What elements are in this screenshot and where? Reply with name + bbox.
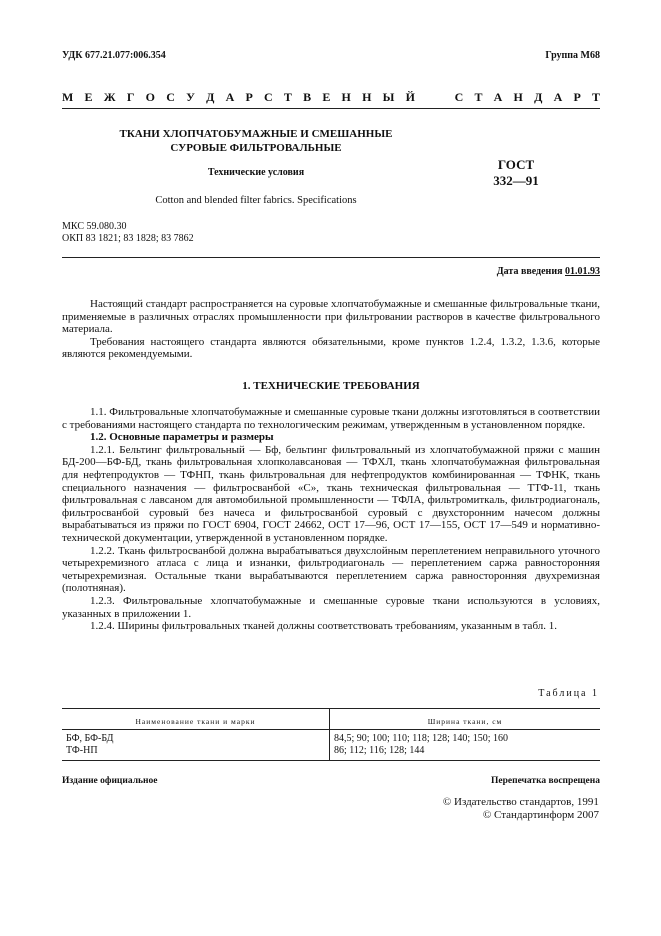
section-body [62, 406, 600, 633]
banner-letter: Т [591, 90, 600, 104]
banner-letter: Г [126, 90, 135, 104]
table-caption: Таблица 1 [538, 688, 599, 699]
table-header-width: Ширина ткани, см [427, 717, 503, 726]
banner-letter: Д [534, 90, 543, 104]
table-cell-widths: 86; 112; 116; 128; 144 [334, 745, 425, 756]
reprint-prohibited: Перепечатка воспрещена [490, 776, 600, 786]
document-subtitle: Технические условия [207, 167, 305, 178]
clause-1-1: 1.1. Фильтровальные хлопчатобумажные и смешанные суровые ткани должны изготовляться в соответствии с требованиями настоящего стандарта по технологическим режимам, утвержденным в установленном порядке. [62, 406, 600, 431]
banner-letter: Е [84, 90, 93, 104]
intro-paragraph: Требования настоящего стандарта являются обязательными, кроме пунктов 1.2.4, 1.3.2, 1.3.6, которые являются рекомендуемыми. [62, 335, 600, 361]
title-rule [62, 257, 600, 258]
banner-letter: Т [283, 90, 292, 104]
banner-letter: Ы [382, 90, 395, 104]
banner-letter: Н [362, 90, 372, 104]
table-cell-name: ТФ-НП [66, 745, 98, 756]
banner-letter: Р [573, 90, 581, 104]
date-label: Дата введения [496, 266, 565, 277]
banner-letter: О [145, 90, 156, 104]
banner-letter: Н [513, 90, 523, 104]
title-line-2: СУРОВЫЕ ФИЛЬТРОВАЛЬНЫЕ [170, 142, 342, 154]
banner-letter: Ж [103, 90, 116, 104]
gost-label: ГОСТ [497, 157, 535, 172]
banner-letter: С [166, 90, 175, 104]
intro-text [62, 298, 600, 361]
banner-letter: Н [341, 90, 351, 104]
clause-1-2-heading: 1.2. Основные параметры и размеры [90, 431, 274, 444]
group-code: Группа М68 [545, 50, 600, 61]
table-top-rule [62, 708, 600, 709]
table-column-widths [334, 733, 598, 757]
banner-letter: С [454, 90, 464, 104]
banner-letter: Е [322, 90, 331, 104]
clause-1-2-3: 1.2.3. Фильтровальные хлопчатобумажные и смешанные суровые ткани используются в условиях, указанных в приложении 1. [62, 594, 600, 620]
gost-number [466, 157, 566, 189]
banner-letter: А [225, 90, 235, 104]
official-edition: Издание официальное [62, 776, 158, 786]
copyright-line-1: © Издательство стандартов, 1991 [442, 796, 599, 808]
mks-code: МКС 59.080.30 [62, 221, 127, 232]
clause-1-2-1: 1.2.1. Бельтинг фильтровальный — Бф, бельтинг фильтровальный из хлопчатобумажной пряжи с машин БД-200—БФ-БД, ткань фильтровальная хлопколавсановая — ТФХЛ, ткань хлопчатобумажная фильтровальная для нефтепродуктов — ТФНП, ткань фильтровальная для нефтепродуктов комбинированная — ТФНК, ткань специального назначения — фильтросванбой «С», ткань техническая фильтровальная — ТТФ-11, ткань фильтровальная с лавсаном для автомобильной промышленности — ТФЛА, фильтромиткаль, фильтродиагональ, фильтросванбой суровый без начеса и фильтросванбой суровый с двухсторонним начесом должны вырабатываться из пряжи по ГОСТ 6904, ГОСТ 24662, ОСТ 17—96, ОСТ 17—155, ОСТ 17—549 и нормативно-технической документации, утвержденной в установленном порядке. [62, 443, 600, 544]
classification-codes [62, 221, 194, 245]
banner-letter: У [186, 90, 195, 104]
banner-letter: А [493, 90, 503, 104]
banner-letter [440, 90, 443, 105]
banner-letter: Р [245, 90, 253, 104]
banner-rule [62, 108, 600, 109]
date-value: 01.01.93 [565, 266, 600, 277]
banner-letter: М [62, 90, 74, 104]
banner-letter: Й [405, 90, 415, 104]
standard-banner [62, 90, 600, 105]
gost-code: 332—91 [493, 173, 539, 188]
banner-letter: С [264, 90, 273, 104]
table-cell-name: БФ, БФ-БД [66, 733, 114, 744]
english-title: Cotton and blended filter fabrics. Specifications [155, 195, 357, 206]
okp-code: ОКП 83 1821; 83 1828; 83 7862 [62, 233, 194, 244]
banner-letter: Д [206, 90, 215, 104]
table-header-name: Наименование ткани и марки [135, 717, 256, 726]
section-heading: 1. ТЕХНИЧЕСКИЕ ТРЕБОВАНИЯ [242, 380, 420, 392]
clause-1-2-4: 1.2.4. Ширины фильтровальных тканей должны соответствовать требованиям, указанным в табл. 1. [90, 620, 558, 633]
table-header-rule [62, 729, 600, 730]
banner-letter: В [303, 90, 312, 104]
clause-1-2-2: 1.2.2. Ткань фильтросванбой должна вырабатываться двухслойным переплетением неправильного уточного четырехремизного атласа с лица и изнанки, фильтродиагональ — переплетением саржа равносторонняя четырехремизная. Остальные ткани вырабатываются переплетением саржа равносторонняя двухремизная (полотняная). [62, 544, 600, 595]
table-cell-widths: 84,5; 90; 100; 110; 118; 128; 140; 150; 160 [334, 733, 508, 744]
copyright-block [443, 796, 599, 822]
document-title [62, 127, 450, 155]
banner-letter [426, 90, 429, 105]
table-column-divider [329, 708, 330, 760]
introduction-date [497, 266, 600, 277]
intro-paragraph: Настоящий стандарт распространяется на суровые хлопчатобумажные и смешанные фильтровальные ткани, применяемые в различных отраслях промышленности при фильтровании растворов в качестве фильтровального материала. [62, 298, 600, 336]
copyright-line-2: © Стандартинформ 2007 [482, 809, 599, 821]
banner-letter: Т [474, 90, 483, 104]
udk-code: УДК 677.21.077:006.354 [62, 50, 166, 61]
table-bottom-rule [62, 760, 600, 761]
title-line-1: ТКАНИ ХЛОПЧАТОБУМАЖНЫЕ И СМЕШАННЫЕ [119, 128, 393, 140]
table-column-names [66, 733, 326, 757]
banner-letter: А [553, 90, 563, 104]
